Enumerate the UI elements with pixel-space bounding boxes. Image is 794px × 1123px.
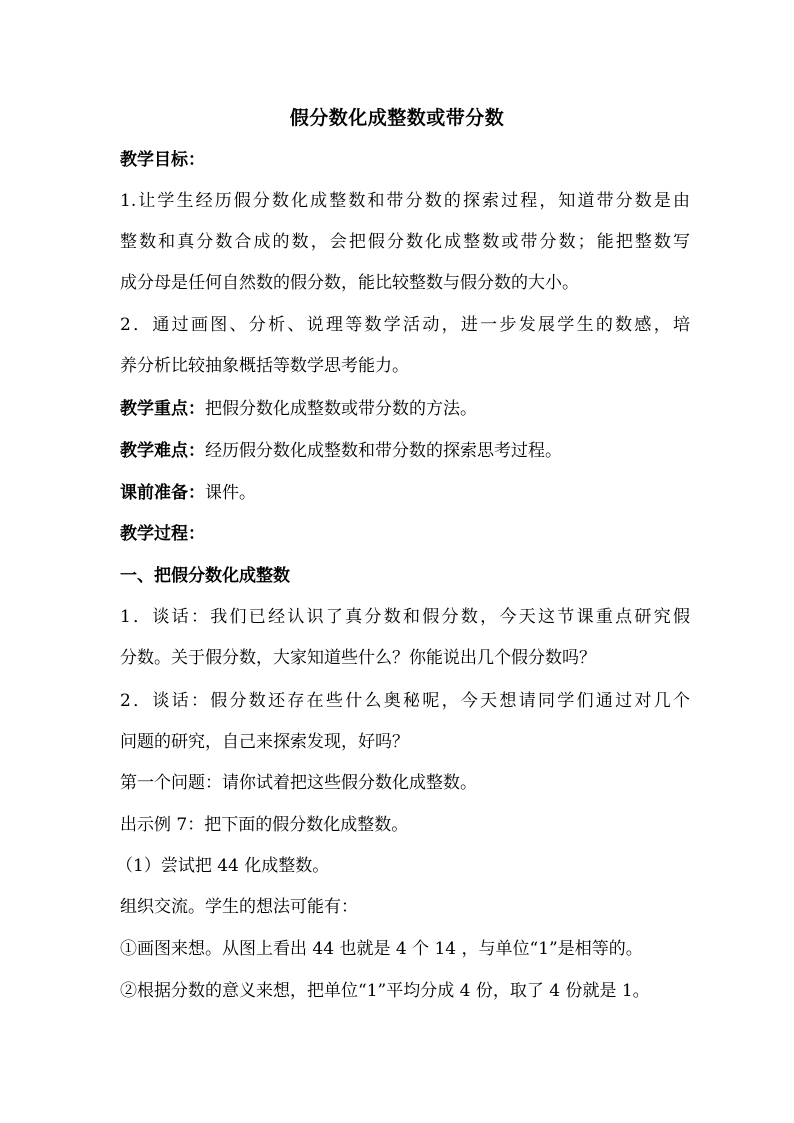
objective-2-line-1: 2．通过画图、分析、说理等数学活动，进一步发展学生的数感，培 (120, 315, 690, 335)
objectives-heading: 教学目标： (120, 150, 205, 170)
process-heading: 教学过程： (120, 524, 205, 544)
preparation-paragraph (120, 480, 690, 506)
example-7: 出示例 7：把下面的假分数化成整数。 (120, 815, 409, 835)
difficulty-label: 教学难点： (120, 441, 205, 461)
document-title: 假分数化成整数或带分数 (289, 107, 505, 129)
question-1: 第一个问题：请你试着把这些假分数化成整数。 (120, 773, 477, 793)
idea-2: ②根据分数的意义来想，把单位“1”平均分成 4 份，取了 4 份就是 1。 (120, 981, 650, 1001)
key-point-paragraph (120, 396, 690, 422)
key-point-label: 教学重点： (120, 399, 205, 419)
objective-1-line-2: 整数和真分数合成的数，会把假分数化成整数或带分数；能把整数写 (120, 232, 690, 252)
idea-1: ①画图来想。从图上看出 44 也就是 4 个 14 ，与单位“1”是相等的。 (120, 939, 643, 959)
step-1-line-1: 1．谈话：我们已经认识了真分数和假分数，今天这节课重点研究假 (120, 607, 690, 627)
objective-1-line-1: 1.让学生经历假分数化成整数和带分数的探索过程，知道带分数是由 (120, 191, 690, 211)
difficulty-paragraph (120, 438, 690, 464)
objective-1-line-3: 成分母是任何自然数的假分数，能比较整数与假分数的大小。 (120, 273, 579, 293)
step-2-line-1: 2．谈话：假分数还存在些什么奥秘呢，今天想请同学们通过对几个 (120, 691, 690, 711)
difficulty-text: 经历假分数化成整数和带分数的探索思考过程。 (205, 441, 562, 461)
step-1-line-2: 分数。关于假分数，大家知道些什么？你能说出几个假分数吗？ (120, 648, 596, 668)
try-1: （1）尝试把 44 化成整数。 (116, 856, 330, 876)
discussion: 组织交流。学生的想法可能有： (120, 897, 358, 917)
step-2-line-2: 问题的研究，自己来探索发现，好吗？ (120, 732, 409, 752)
section-1-heading: 一、把假分数化成整数 (120, 566, 290, 586)
objective-2-line-2: 养分析比较抽象概括等数学思考能力。 (120, 356, 409, 376)
preparation-text: 课件。 (205, 483, 256, 503)
key-point-text: 把假分数化成整数或带分数的方法。 (205, 399, 477, 419)
preparation-label: 课前准备： (120, 483, 205, 503)
